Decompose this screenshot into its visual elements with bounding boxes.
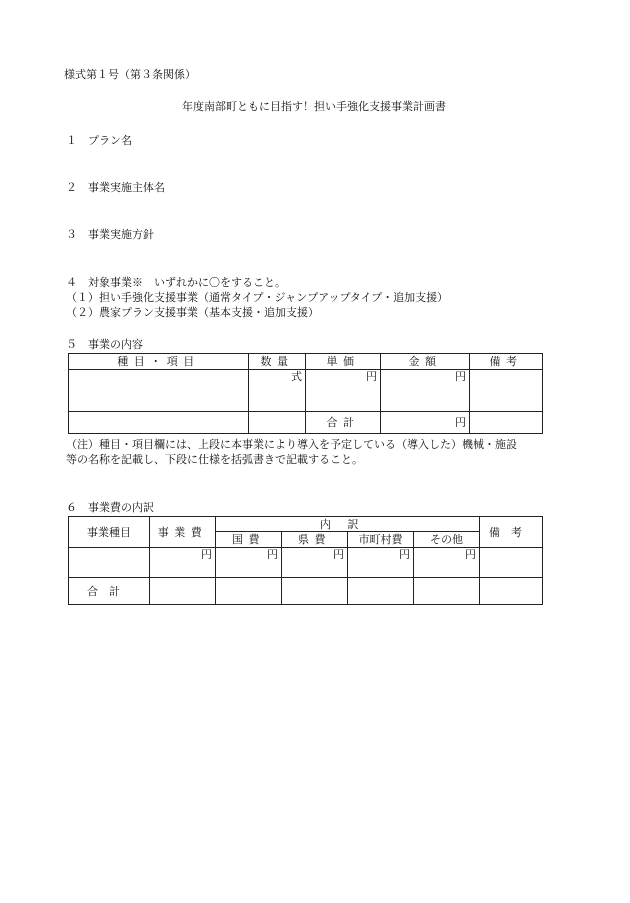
- total-remarks-cell-6[interactable]: [480, 578, 543, 605]
- national-cell[interactable]: 円: [216, 548, 282, 578]
- total-amount-cell[interactable]: 円: [381, 412, 470, 434]
- section-project-content: ５ 事業の内容: [66, 338, 143, 351]
- remarks-cell-6[interactable]: [480, 548, 543, 578]
- header-remarks: 備考: [470, 354, 543, 370]
- total-blank-cell: [69, 412, 249, 434]
- page-title: 年度南部町ともに目指す！担い手強化支援事業計画書: [182, 100, 446, 113]
- project-type-cell[interactable]: [69, 548, 150, 578]
- quantity-cell[interactable]: 式: [249, 370, 306, 412]
- other-cell[interactable]: 円: [414, 548, 480, 578]
- form-label: 様式第１号（第３条関係）: [64, 68, 196, 81]
- total-cost-cell[interactable]: [150, 578, 216, 605]
- municipal-cell[interactable]: 円: [348, 548, 414, 578]
- target-option-2: （２）農家プラン支援事業（基本支援・追加支援）: [66, 306, 319, 319]
- total-label-6: 合計: [69, 578, 150, 605]
- total-blank-cell-2: [249, 412, 306, 434]
- project-cost-cell[interactable]: 円: [150, 548, 216, 578]
- total-national-cell[interactable]: [216, 578, 282, 605]
- header-quantity: 数量: [249, 354, 306, 370]
- header-project-type: 事業種目: [69, 517, 150, 548]
- project-content-table: [68, 353, 543, 434]
- header-national: 国費: [216, 532, 282, 548]
- section-target-project: ４ 対象事業※ いずれかに〇をすること。: [66, 276, 286, 289]
- remarks-cell[interactable]: [470, 370, 543, 412]
- cost-breakdown-table: [68, 516, 543, 605]
- header-amount: 金額: [381, 354, 470, 370]
- amount-cell[interactable]: 円: [381, 370, 470, 412]
- total-label: 合計: [306, 412, 381, 434]
- header-municipal: 市町村費: [348, 532, 414, 548]
- section-cost-breakdown: ６ 事業費の内訳: [66, 501, 154, 514]
- header-item: 種目・項目: [69, 354, 249, 370]
- note-line-1: （注）種目・項目欄には、上段に本事業により導入を予定している（導入した）機械・施設: [66, 438, 517, 451]
- item-cell[interactable]: [69, 370, 249, 412]
- unit-price-cell[interactable]: 円: [306, 370, 381, 412]
- section-plan-name: １ プラン名: [66, 134, 132, 147]
- total-remarks-cell[interactable]: [470, 412, 543, 434]
- section-entity-name: ２ 事業実施主体名: [66, 181, 165, 194]
- total-municipal-cell[interactable]: [348, 578, 414, 605]
- header-project-cost: 事業費: [150, 517, 216, 548]
- prefectural-cell[interactable]: 円: [282, 548, 348, 578]
- header-other: その他: [414, 532, 480, 548]
- header-unit-price: 単価: [306, 354, 381, 370]
- header-breakdown: 内訳: [216, 517, 480, 532]
- total-prefectural-cell[interactable]: [282, 578, 348, 605]
- header-prefectural: 県費: [282, 532, 348, 548]
- note-line-2: 等の名称を記載し、下段に仕様を括弧書きで記載すること。: [66, 453, 363, 466]
- section-policy: ３ 事業実施方針: [66, 228, 154, 241]
- target-option-1: （１）担い手強化支援事業（通常タイプ・ジャンプアップタイプ・追加支援）: [66, 291, 449, 304]
- total-other-cell[interactable]: [414, 578, 480, 605]
- header-remarks-6: 備考: [480, 517, 543, 548]
